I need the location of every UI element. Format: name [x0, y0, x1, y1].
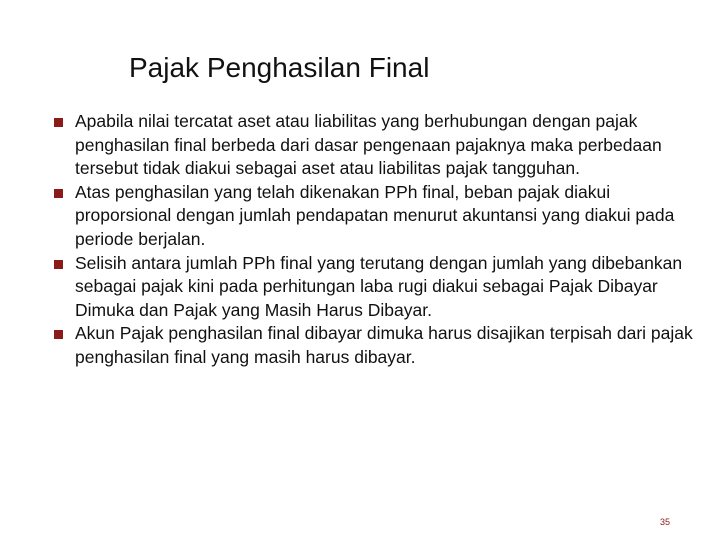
bullet-item	[54, 322, 694, 369]
bullet-text: Atas penghasilan yang telah dikenakan PPh final, beban pajak diakui proporsional dengan jumlah pendapatan menurut akuntansi yang diakui pada periode berjalan.	[75, 181, 675, 249]
bullet-text: Akun Pajak penghasilan final dibayar dimuka harus disajikan terpisah dari pajak penghasilan final yang masih harus dibayar.	[75, 323, 693, 367]
square-bullet-icon	[54, 189, 63, 198]
bullet-text: Apabila nilai tercatat aset atau liabilitas yang berhubungan dengan pajak penghasilan final berbeda dari dasar pengenaan pajaknya maka perbedaan tersebut tidak diakui sebagai aset atau liabilitas pajak tangguhan.	[75, 111, 662, 179]
square-bullet-icon	[54, 330, 63, 339]
page-number: 35	[660, 517, 671, 527]
bullet-item	[54, 110, 694, 181]
bullet-list	[54, 110, 694, 370]
bullet-item	[54, 252, 694, 323]
slide-title: Pajak Penghasilan Final	[129, 52, 430, 83]
square-bullet-icon	[54, 260, 63, 269]
bullet-text: Selisih antara jumlah PPh final yang terutang dengan jumlah yang dibebankan sebagai pajak kini pada perhitungan laba rugi diakui sebagai Pajak Dibayar Dimuka dan Pajak yang Masih Harus Dibayar.	[75, 252, 683, 320]
bullet-item	[54, 181, 694, 252]
square-bullet-icon	[54, 118, 63, 127]
